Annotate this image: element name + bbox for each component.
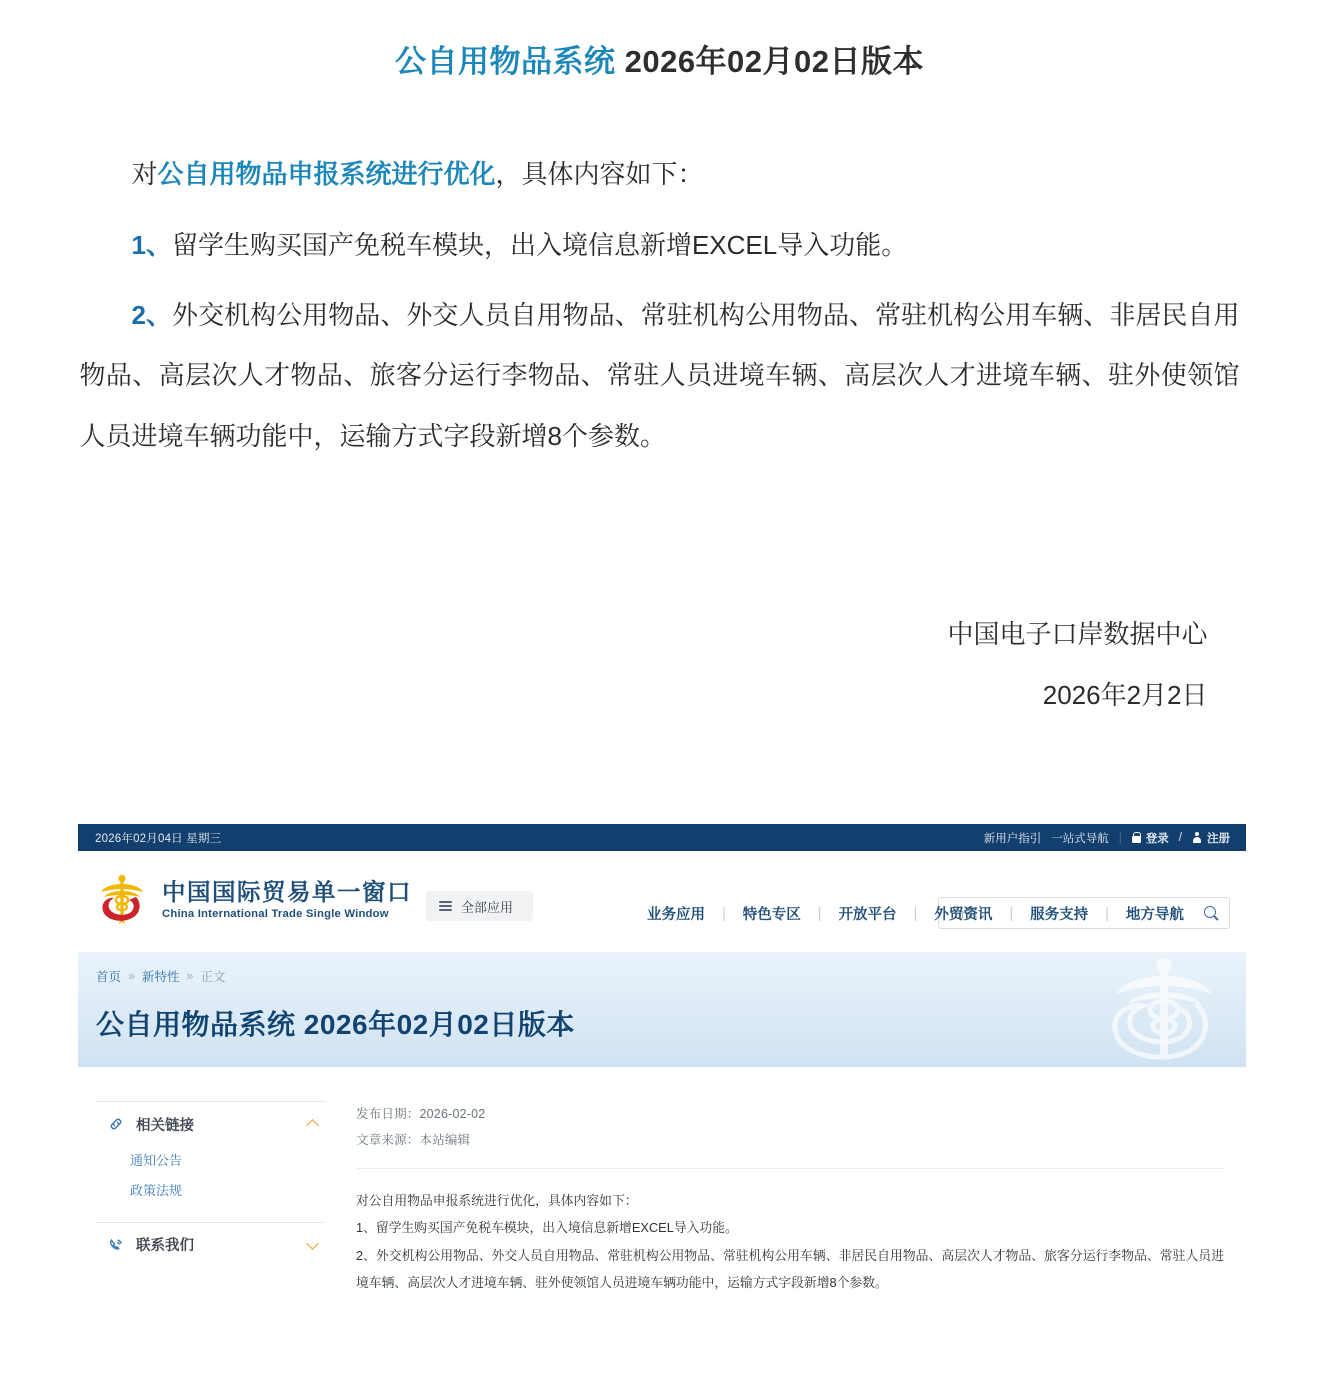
breadcrumb-current: 正文 xyxy=(200,970,226,984)
signature-date: 2026年2月2日 xyxy=(1042,679,1208,710)
intro-prefix: 对 xyxy=(131,159,158,190)
breadcrumb xyxy=(96,967,1228,985)
intro-suffix: ，具体内容如下： xyxy=(495,159,704,190)
article-hero-title: 公自用物品系统 2026年02月02日版本 xyxy=(96,1009,575,1040)
item-1-text: 留学生购买国产免税车模块，出入境信息新增EXCEL导入功能。 xyxy=(171,229,908,260)
item-1-number: 1、 xyxy=(131,229,172,260)
document-title-highlight: 公自用物品系统 xyxy=(394,44,616,79)
article-line-2: 1、留学生购买国产免税车模块，出入境信息新增EXCEL导入功能。 xyxy=(356,1220,738,1235)
sidebar-link-1[interactable]: 政策法规 xyxy=(130,1182,183,1198)
brand-name-cn: 中国国际贸易单一窗口 xyxy=(162,879,412,906)
article-zone xyxy=(78,1067,1246,1297)
document-item-2 xyxy=(80,285,1240,466)
brand-name-en: China International Trade Single Window xyxy=(162,907,389,920)
site-brand[interactable] xyxy=(96,873,412,928)
breadcrumb-separator-1: » xyxy=(128,969,135,983)
nav-divider-2: | xyxy=(913,905,918,922)
brand-text xyxy=(162,880,412,921)
nav-item-2[interactable]: 开放平台 xyxy=(838,907,897,923)
main-navigation xyxy=(630,903,1201,924)
article-source: 文章来源：本站编辑 xyxy=(356,1133,471,1148)
document-title xyxy=(0,0,1319,82)
nav-item-5[interactable]: 地方导航 xyxy=(1125,907,1184,923)
document-body xyxy=(80,82,1240,466)
register-button[interactable] xyxy=(1192,830,1230,846)
breadcrumb-separator-2: » xyxy=(186,969,194,983)
article-sidebar xyxy=(96,1101,344,1297)
site-header xyxy=(78,851,1246,952)
contact-us-header[interactable] xyxy=(96,1223,326,1267)
item-2-text: 外交机构公用物品、外交人员自用物品、常驻机构公用物品、常驻机构公用车辆、非居民自用物品、高层次人才物品、旅客分运行李物品、常驻人员进境车辆、高层次人才进境车辆、驻外使领馆人员进境车辆功能中，运输方式字段新增8个参数。 xyxy=(79,299,1240,451)
article-line-1: 对公自用物品申报系统进行优化，具体内容如下： xyxy=(356,1192,638,1208)
nav-item-0[interactable]: 业务应用 xyxy=(647,907,705,923)
all-apps-label: 全部应用 xyxy=(461,899,514,915)
hamburger-icon xyxy=(439,901,452,911)
chevron-down-icon[interactable] xyxy=(307,1241,320,1249)
topbar-date: 2026年02月04日 星期三 xyxy=(95,832,222,845)
nav-divider-1: | xyxy=(817,905,822,922)
breadcrumb-section[interactable]: 新特性 xyxy=(141,970,180,984)
chevron-up-icon[interactable] xyxy=(307,1120,320,1128)
register-label: 注册 xyxy=(1207,832,1230,845)
document-title-version: 2026年02月02日版本 xyxy=(624,44,925,79)
search-icon[interactable] xyxy=(1204,906,1219,921)
phone-icon xyxy=(108,1237,126,1253)
signature-organization: 中国电子口岸数据中心 xyxy=(947,618,1208,649)
related-links-list xyxy=(96,1146,326,1222)
sidebar-section-contact xyxy=(96,1222,326,1267)
caduceus-logo-icon xyxy=(96,873,148,928)
new-user-guide-link[interactable]: 新用户指引 xyxy=(983,832,1042,845)
topbar-actions xyxy=(984,830,1230,846)
contact-us-label: 联系我们 xyxy=(136,1238,194,1255)
article-text xyxy=(356,1187,1224,1297)
login-button[interactable] xyxy=(1132,830,1169,846)
nav-item-3[interactable]: 外贸资讯 xyxy=(934,907,993,923)
nav-divider-0: | xyxy=(722,905,726,922)
article-publish-date: 发布日期：2026-02-02 xyxy=(356,1107,486,1121)
intro-emphasis: 公自用物品申报系统进行优化 xyxy=(157,159,496,190)
item-2-number: 2、 xyxy=(131,299,173,330)
site-topbar xyxy=(78,824,1246,851)
login-label: 登录 xyxy=(1145,832,1169,845)
related-links-label: 相关链接 xyxy=(136,1117,194,1134)
one-stop-nav-link[interactable]: 一站式导航 xyxy=(1051,832,1109,845)
article-divider xyxy=(356,1168,1224,1169)
article-hero xyxy=(78,952,1246,1067)
embedded-website-screenshot xyxy=(78,824,1246,1392)
nav-divider-4: | xyxy=(1105,905,1109,922)
document-item-1 xyxy=(80,215,1240,275)
sidebar-section-related-links xyxy=(96,1101,326,1222)
person-icon xyxy=(1192,832,1202,843)
link-icon xyxy=(108,1116,126,1132)
article-line-3: 2、外交机构公用物品、外交人员自用物品、常驻机构公用物品、常驻机构公用车辆、非居民自用物品、高层次人才物品、旅客分运行李物品、常驻人员进境车辆、高层次人才进境车辆、驻外使领馆人员进境车辆功能中，运输方式字段新增8个参数。 xyxy=(356,1247,1224,1290)
document-intro-paragraph xyxy=(80,144,1240,204)
breadcrumb-home[interactable]: 首页 xyxy=(96,970,122,984)
lock-icon xyxy=(1132,832,1141,843)
nav-item-4[interactable]: 服务支持 xyxy=(1030,907,1089,923)
document-signature xyxy=(80,476,1240,726)
auth-slash: / xyxy=(1178,831,1182,844)
nav-item-1[interactable]: 特色专区 xyxy=(742,907,801,923)
related-links-header[interactable] xyxy=(96,1102,326,1146)
topbar-divider: | xyxy=(1118,831,1122,844)
article-content xyxy=(344,1101,1228,1297)
nav-divider-3: | xyxy=(1009,905,1014,922)
all-apps-button[interactable] xyxy=(426,891,533,921)
sidebar-link-0[interactable]: 通知公告 xyxy=(130,1153,183,1168)
